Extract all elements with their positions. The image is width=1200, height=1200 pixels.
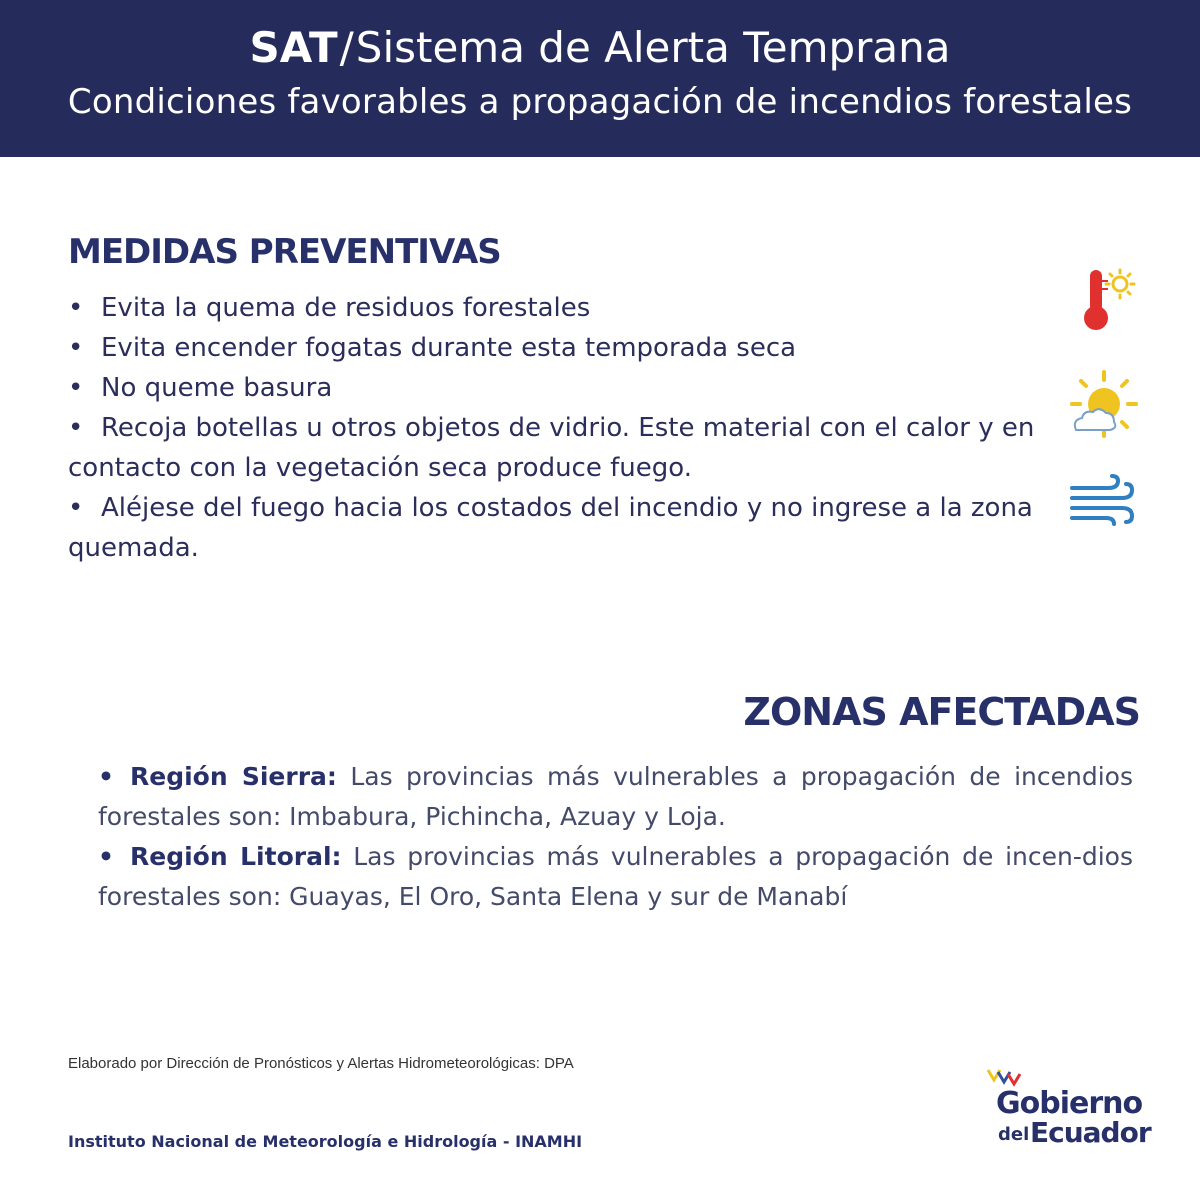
bullet: • (68, 333, 84, 363)
header-banner (0, 0, 1200, 157)
bullet: • (98, 842, 114, 871)
medida-item (68, 408, 1038, 488)
medida-text: Evita la quema de residuos forestales (101, 293, 591, 323)
logo-line2b: Ecuador (1030, 1116, 1151, 1149)
gobierno-ecuador-logo (982, 1068, 1152, 1148)
bullet: • (68, 413, 84, 443)
sat-label: SAT (249, 23, 338, 72)
zona-label: Región Sierra: (130, 762, 337, 791)
zona-text: Las provincias más vulnerables a propagación de incendios forestales son: Imbabura, Pichincha, Azuay y Loja. (98, 762, 1134, 831)
wind-icon (1068, 474, 1138, 530)
medida-item (68, 368, 1038, 408)
elaborado-credit: Elaborado por Dirección de Pronósticos y Alertas Hidrometeorológicas: DPA (68, 1055, 574, 1072)
medida-item (68, 488, 1038, 568)
header-subtitle: Condiciones favorables a propagación de incendios forestales (67, 82, 1133, 122)
medidas-list (68, 288, 1038, 568)
header-slash: / (339, 23, 354, 72)
zona-text: Las provincias más vulnerables a propagación de incen-dios forestales son: Guayas, El Oro, Santa Elena y sur de Manabí (98, 842, 1133, 911)
bullet: • (68, 293, 84, 323)
zonas-list (98, 757, 1133, 917)
medida-item (68, 328, 1038, 368)
medida-text: No queme basura (101, 373, 333, 403)
logo-line1: Gobierno (996, 1086, 1143, 1121)
zona-item-litoral (98, 837, 1133, 917)
bullet: • (68, 493, 84, 523)
medida-text: Evita encender fogatas durante esta temporada seca (101, 333, 797, 363)
medidas-title: MEDIDAS PREVENTIVAS (68, 232, 501, 272)
sun-cloud-icon (1062, 366, 1142, 446)
zonas-title: ZONAS AFECTADAS (743, 690, 1140, 734)
institute-name: Instituto Nacional de Meteorología e Hidrología - INAMHI (68, 1132, 583, 1151)
zona-label: Región Litoral: (130, 842, 342, 871)
header-title: Sistema de Alerta Temprana (355, 23, 951, 72)
bullet: • (68, 373, 84, 403)
medida-text: Recoja botellas u otros objetos de vidrio. Este material con el calor y en contacto con la vegetación seca produce fuego. (68, 413, 1035, 483)
bullet: • (98, 762, 114, 791)
header-title-line (0, 22, 1200, 74)
medida-text: Aléjese del fuego hacia los costados del incendio y no ingrese a la zona quemada. (68, 493, 1033, 563)
logo-line2a: del (998, 1124, 1030, 1145)
zona-item-sierra (98, 757, 1133, 837)
medida-item (68, 288, 1038, 328)
thermometer-sun-icon (1068, 262, 1140, 334)
